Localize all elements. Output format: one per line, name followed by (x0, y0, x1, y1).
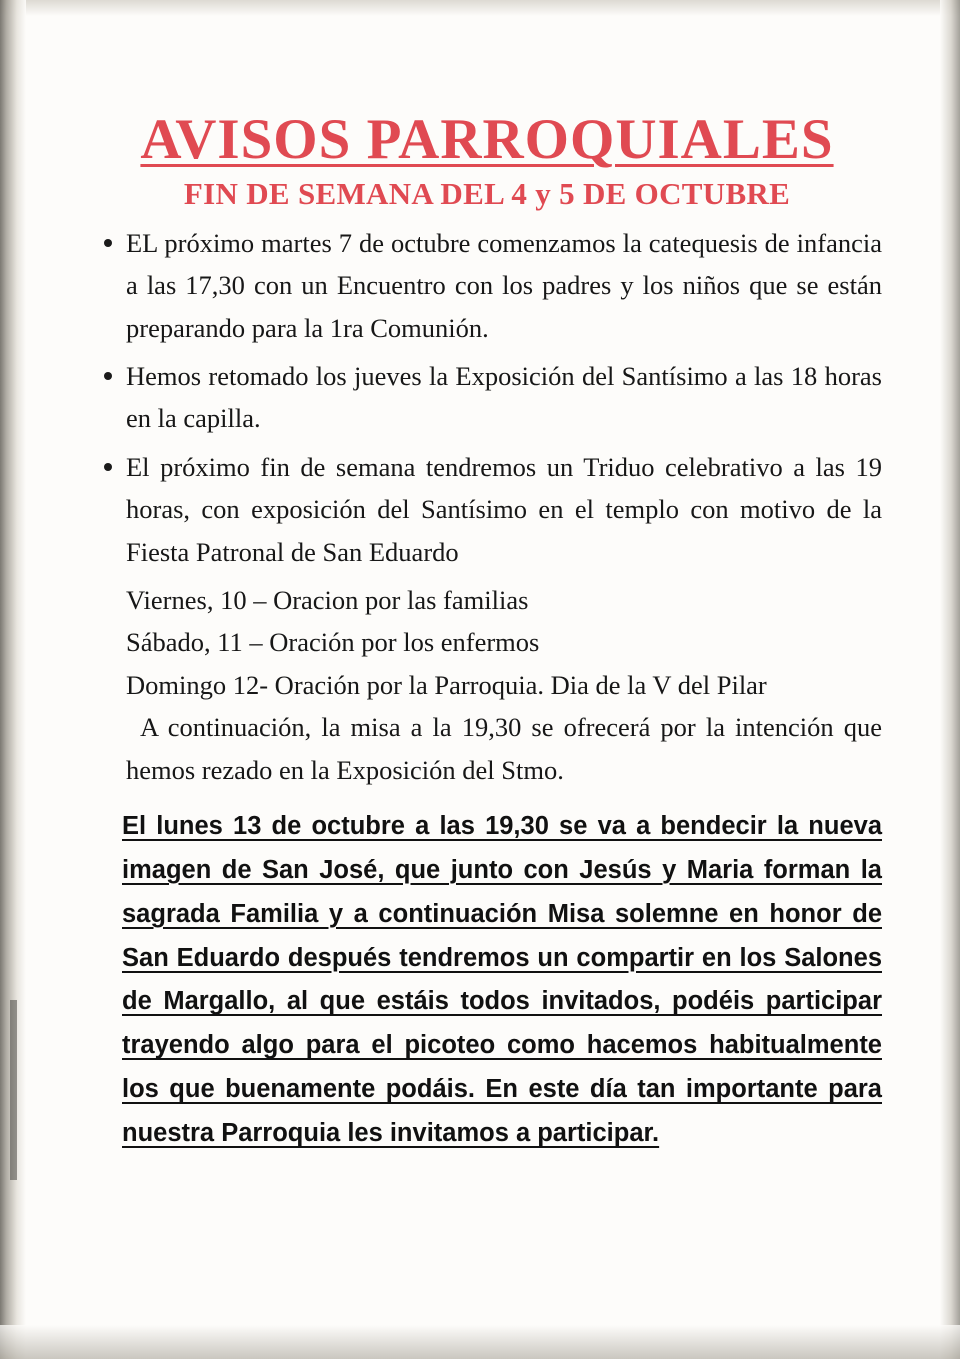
notice-text: El próximo fin de semana tendremos un Triduo celebrativo a las 19 horas, con exposición del Santísimo en el templo con motivo de la Fiesta Patronal de San Eduardo (126, 451, 882, 567)
triduo-day-friday: Viernes, 10 – Oracion por las familias (126, 584, 529, 615)
scanner-spine-artifact (10, 1000, 17, 1180)
page-title: AVISOS PARROQUIALES (140, 108, 834, 171)
triduo-note: A continuación, la misa a la 19,30 se ofrecerá por la intención que hemos rezado en la Exposición del Stmo. (126, 712, 882, 785)
page-edge-right (940, 0, 960, 1359)
page-edge-bottom (0, 1325, 960, 1359)
notice-text: EL próximo martes 7 de octubre comenzamos la catequesis de infancia a las 17,30 con un Encuentro con los padres y los niños que se están preparando para la 1ra Comunión. (126, 227, 882, 343)
highlight-announcement: El lunes 13 de octubre a las 19,30 se va a bendecir la nueva imagen de San José, que junto con Jesús y Maria forman la sagrada Familia y a continuación Misa solemne en honor de San Eduardo después tendremos un compartir en los Salones de Margallo, al que estáis todos invitados, podéis participar trayendo algo para el picoteo como hacemos habitualmente los que buenamente podáis. En este día tan importante para nuestra Parroquia les invitamos a participar. (122, 811, 882, 1147)
notices-list (92, 222, 882, 573)
page-edge-top (0, 0, 960, 16)
list-item (92, 355, 882, 440)
list-item (92, 446, 882, 573)
notice-text: Hemos retomado los jueves la Exposición del Santísimo a las 18 horas en la capilla. (126, 361, 882, 434)
triduo-day-saturday: Sábado, 11 – Oración por los enfermos (126, 627, 540, 658)
triduo-day-sunday: Domingo 12- Oración por la Parroquia. Dia de la V del Pilar (126, 669, 767, 700)
document-content (92, 110, 882, 1156)
page-subtitle: FIN DE SEMANA DEL 4 y 5 DE OCTUBRE (183, 175, 791, 211)
list-item (92, 222, 882, 349)
